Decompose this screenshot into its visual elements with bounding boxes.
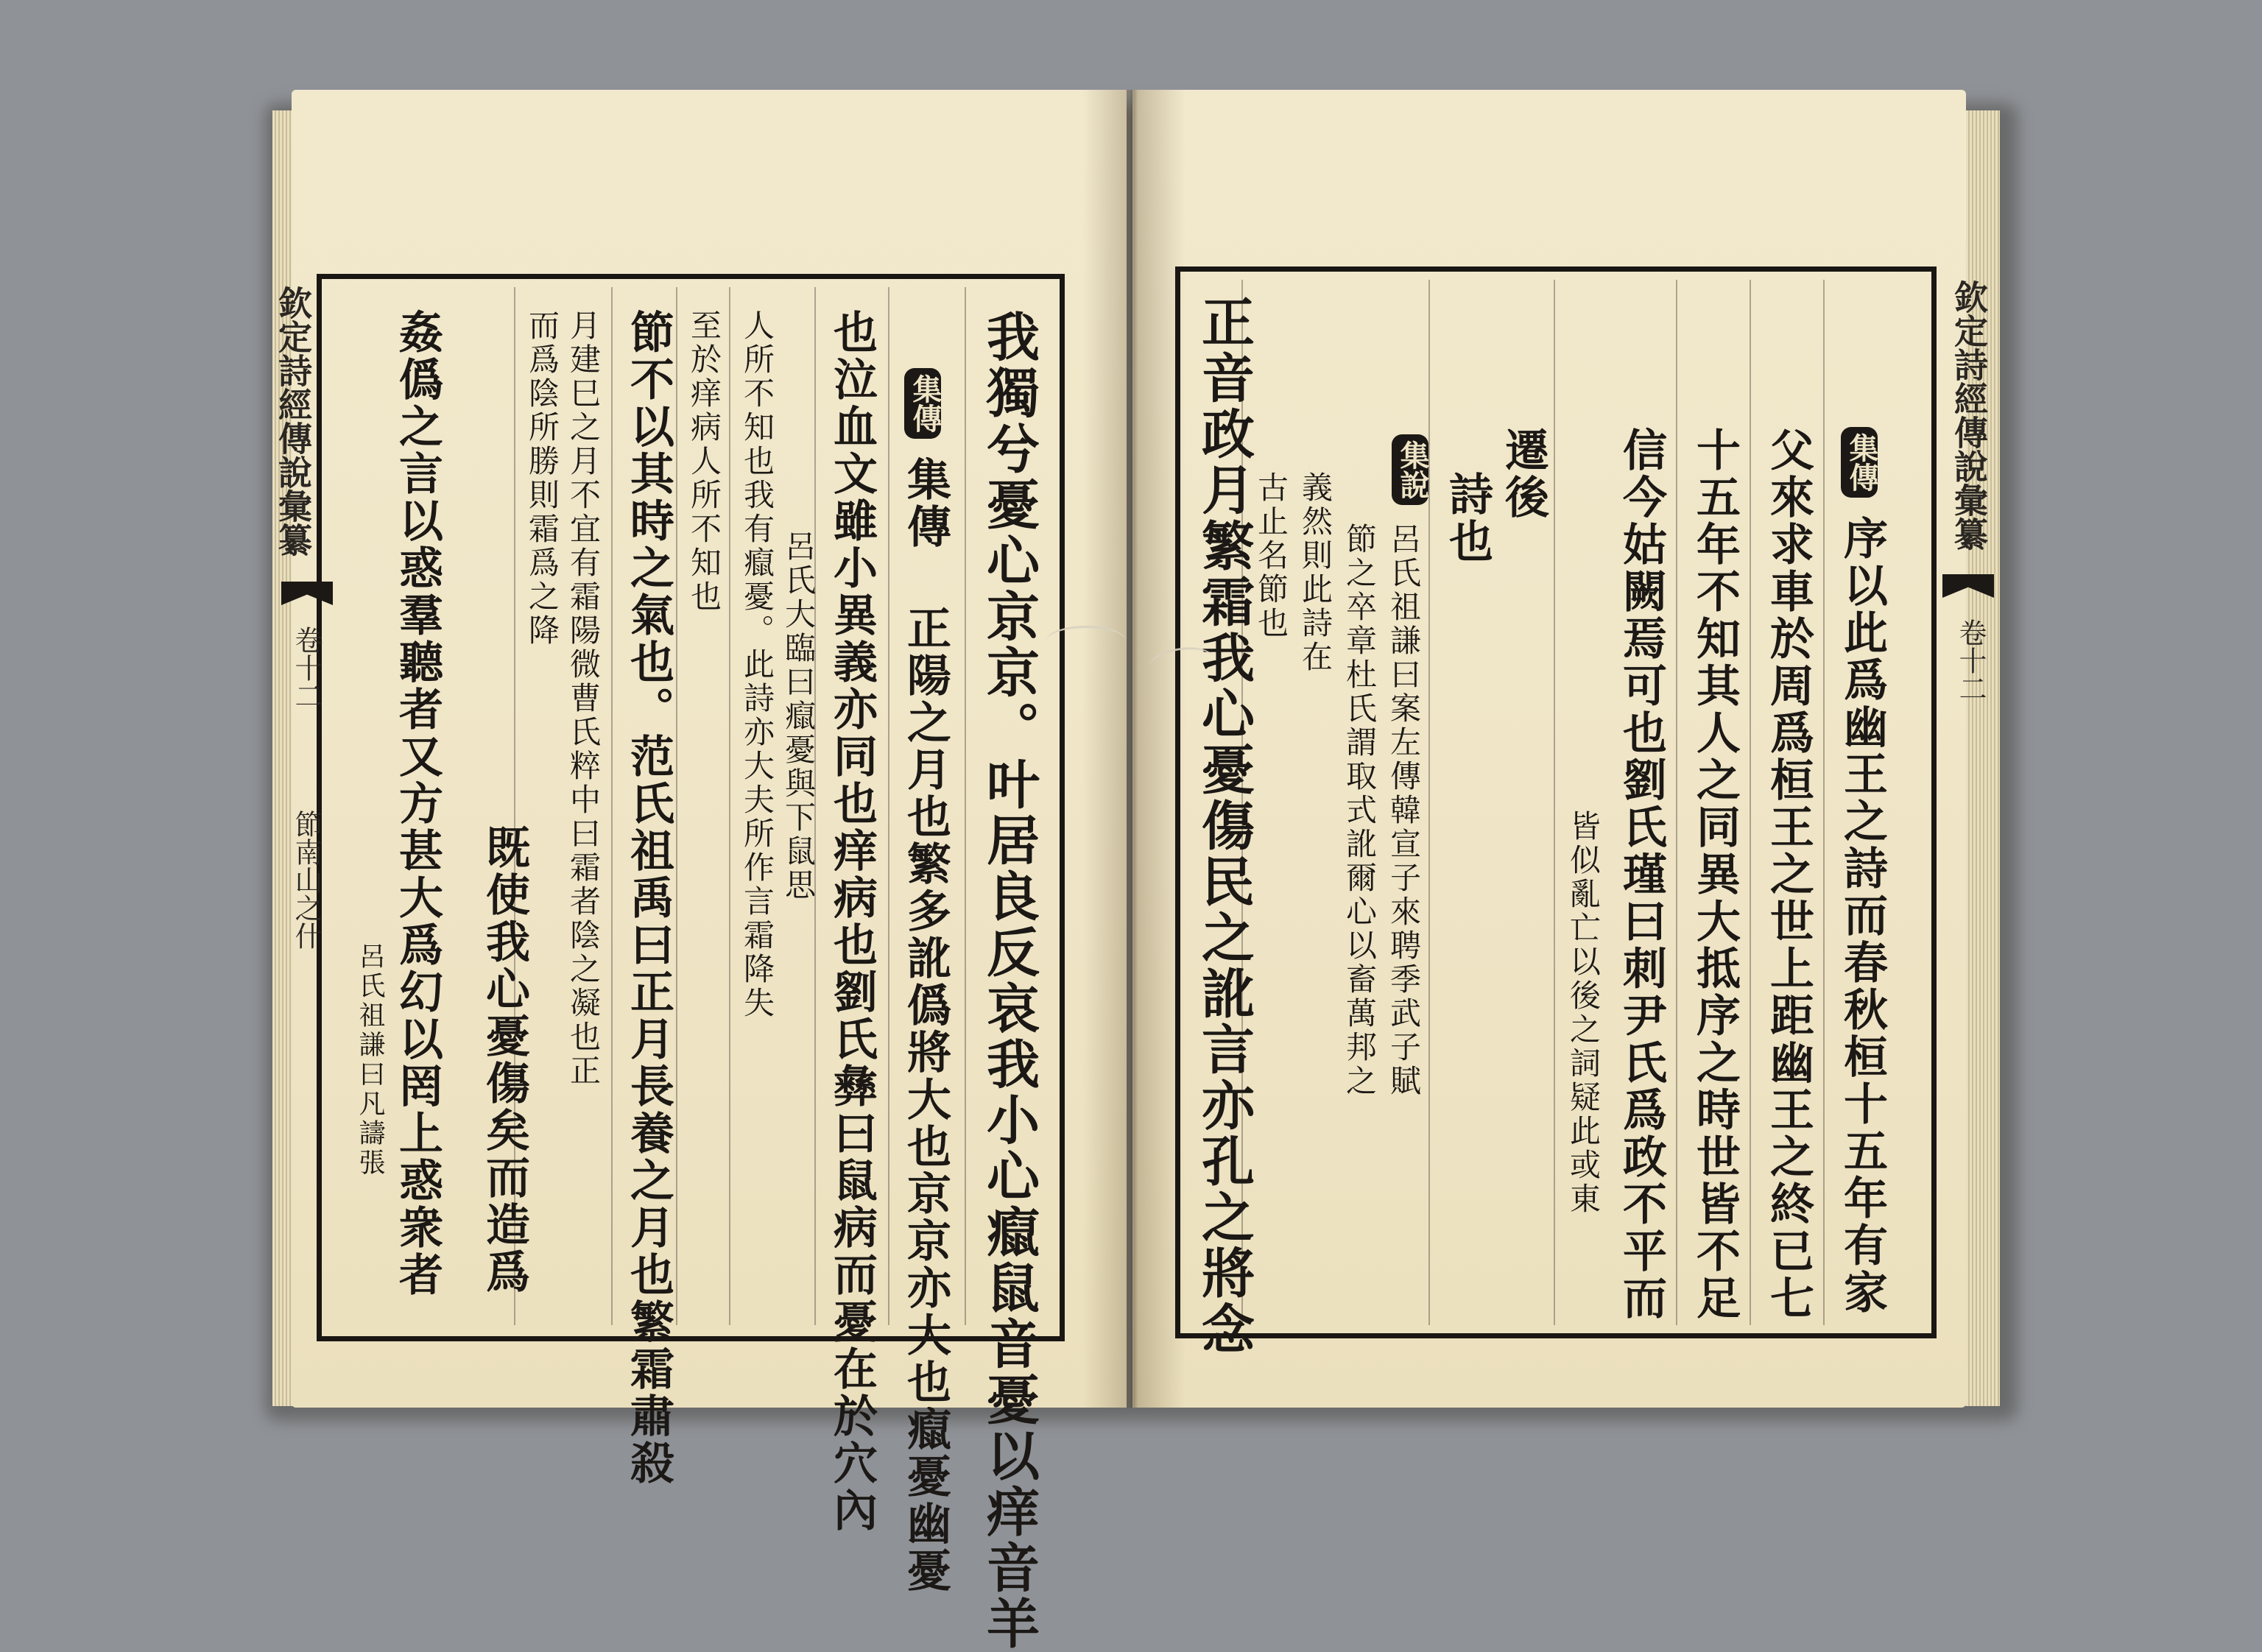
left-rule [965, 287, 966, 1325]
book-gutter [1082, 90, 1185, 1408]
right-page-frame [1175, 266, 1937, 1338]
left-col-5: 人所不知也我有癙憂。此詩亦大夫所作言霜降失 [739, 309, 775, 1020]
right-col-1: 序以此爲幽王之詩而春秋桓十五年有家 [1836, 515, 1888, 1316]
right-col-3: 十五年不知其人之同異大抵序之時世皆不足 [1689, 427, 1741, 1322]
left-col-4: 呂氏大臨曰癙憂與下鼠思 [781, 530, 817, 903]
right-jishuo-badge: 集說 [1392, 434, 1428, 505]
left-rule [729, 287, 730, 1325]
left-col-12: 呂氏祖謙曰凡譸張 [355, 942, 385, 1178]
left-col-7: 節不以其時之氣也。范氏祖禹曰正月長養之月也繁霜肅殺 [623, 309, 674, 1487]
right-rule [1750, 280, 1751, 1325]
right-jizhuan-badge: 集傳 [1841, 427, 1878, 498]
left-col-10: 既使我心憂傷矣而造爲 [479, 825, 530, 1296]
right-col-2: 父來求車於周爲桓王之世上距幽王之終已七 [1763, 427, 1814, 1322]
right-col-4: 信今姑闕焉可也劉氏瑾曰刺尹氏爲政不平而 [1616, 427, 1667, 1322]
left-margin-section: 節南山之什 [290, 810, 323, 950]
left-col-2: 集傳 正陽之月也繁多訛僞將大也京京亦大也癙憂幽憂 [900, 456, 951, 1595]
left-margin-volume: 卷十二 [290, 626, 323, 710]
right-col-10: 義然則此詩在 [1297, 471, 1333, 674]
binding-thread [1046, 626, 1127, 657]
left-rule [611, 287, 613, 1325]
left-col-8: 月建巳之月不宜有霜陽微曹氏粹中曰霜者陰之凝也正 [566, 309, 602, 1088]
left-rule [888, 287, 889, 1325]
right-rule [1554, 280, 1555, 1325]
left-margin-title: 欽定詩經傳說彙纂 [273, 286, 313, 557]
left-jizhuan-badge: 集傳 [904, 368, 941, 439]
right-margin-volume: 卷十二 [1954, 618, 1987, 702]
left-col-6: 至於痒病人所不知也 [686, 309, 722, 614]
right-col-7: 詩也 [1442, 471, 1493, 565]
right-col-8: 呂氏祖謙曰案左傳韓宣子來聘季武子賦 [1386, 523, 1422, 1098]
right-rule [1428, 280, 1430, 1325]
left-col-3: 也泣血文雖小異義亦同也痒病也劉氏彝曰鼠病而憂在於穴內 [826, 309, 878, 1534]
left-col-1: 我獨兮憂心京京。叶居良反哀我小心癙鼠音憂以痒音羊 [978, 309, 1040, 1652]
right-col-5: 皆似亂亡以後之詞疑此或東 [1565, 810, 1602, 1216]
left-col-11: 姦僞之言以惑羣聽者又方甚大爲幻以罔上惑衆者 [392, 309, 443, 1299]
right-rule [1676, 280, 1677, 1325]
right-col-9: 節之卒章杜氏謂取式訛爾心以畜萬邦之 [1342, 523, 1378, 1098]
right-col-12: 正音政月繁霜我心憂傷民之訛言亦孔之將念 [1193, 294, 1255, 1358]
right-col-6: 遷後 [1498, 427, 1549, 521]
right-margin-title: 欽定詩經傳說彙纂 [1949, 280, 1989, 551]
left-col-9: 而爲陰所勝則霜爲之降 [524, 309, 560, 648]
right-rule [1823, 280, 1825, 1325]
right-col-11: 古止名節也 [1253, 471, 1289, 640]
